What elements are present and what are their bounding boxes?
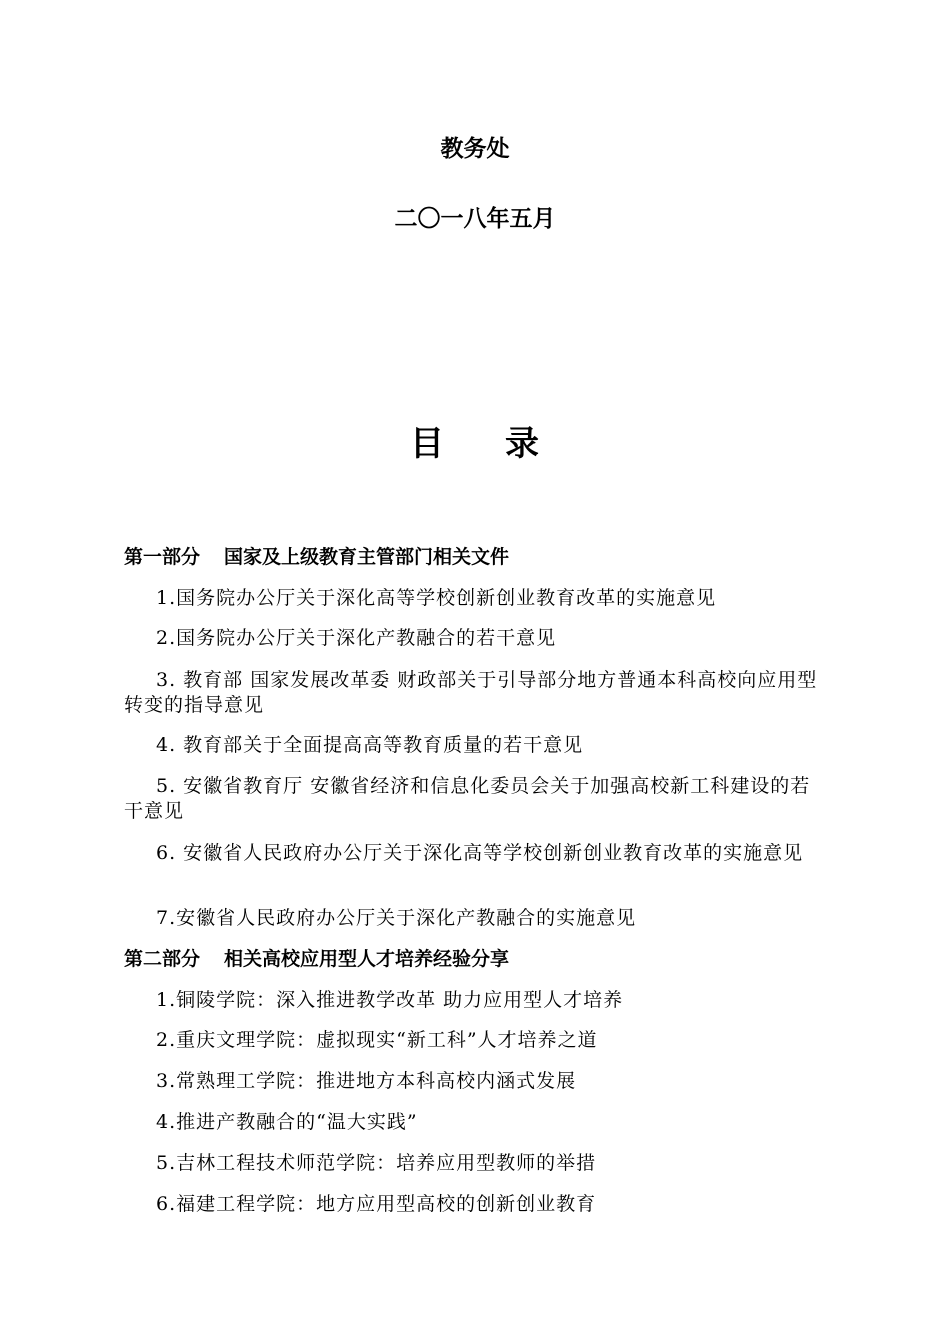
toc-item-1-5: 5. 安徽省教育厅 安徽省经济和信息化委员会关于加强高校新工科建设的若干意见 <box>124 775 811 822</box>
toc-item-1-6: 6. 安徽省人民政府办公厅关于深化高等学校创新创业教育改革的实施意见 <box>156 842 804 864</box>
toc-title-right: 录 <box>505 424 540 464</box>
part-1-title: 国家及上级教育主管部门相关文件 <box>224 546 510 568</box>
toc-item-1-3: 3. 教育部 国家发展改革委 财政部关于引导部分地方普通本科高校向应用型转变的指导意见 <box>124 669 818 716</box>
part-2-title: 相关高校应用型人才培养经验分享 <box>224 948 510 970</box>
toc-item-1-7: 7.安徽省人民政府办公厅关于深化产教融合的实施意见 <box>156 907 637 929</box>
part-2-label: 第二部分 <box>124 948 201 970</box>
toc-title <box>0 420 950 468</box>
part-1-label: 第一部分 <box>124 546 201 568</box>
toc-item-2-1: 1.铜陵学院：深入推进教学改革 助力应用型人才培养 <box>156 989 624 1011</box>
toc-item-2-6: 6.福建工程学院：地方应用型高校的创新创业教育 <box>156 1193 597 1215</box>
toc-item-2-5: 5.吉林工程技术师范学院：培养应用型教师的举措 <box>156 1152 597 1174</box>
toc-title-left: 目 <box>410 424 445 464</box>
part-1-heading <box>124 544 509 570</box>
part-2-heading <box>124 946 509 972</box>
issuing-office: 教务处 <box>440 136 510 162</box>
toc-item-2-3: 3.常熟理工学院：推进地方本科高校内涵式发展 <box>156 1070 577 1092</box>
toc-item-1-4: 4. 教育部关于全面提高高等教育质量的若干意见 <box>156 734 584 756</box>
toc-item-1-1: 1.国务院办公厅关于深化高等学校创新创业教育改革的实施意见 <box>156 587 717 609</box>
toc-item-2-4: 4.推进产教融合的“温大实践” <box>156 1111 418 1133</box>
toc-item-2-2: 2.重庆文理学院：虚拟现实“新工科”人才培养之道 <box>156 1029 598 1051</box>
issue-date: 二〇一八年五月 <box>394 206 556 232</box>
toc-item-1-2: 2.国务院办公厅关于深化产教融合的若干意见 <box>156 627 557 649</box>
